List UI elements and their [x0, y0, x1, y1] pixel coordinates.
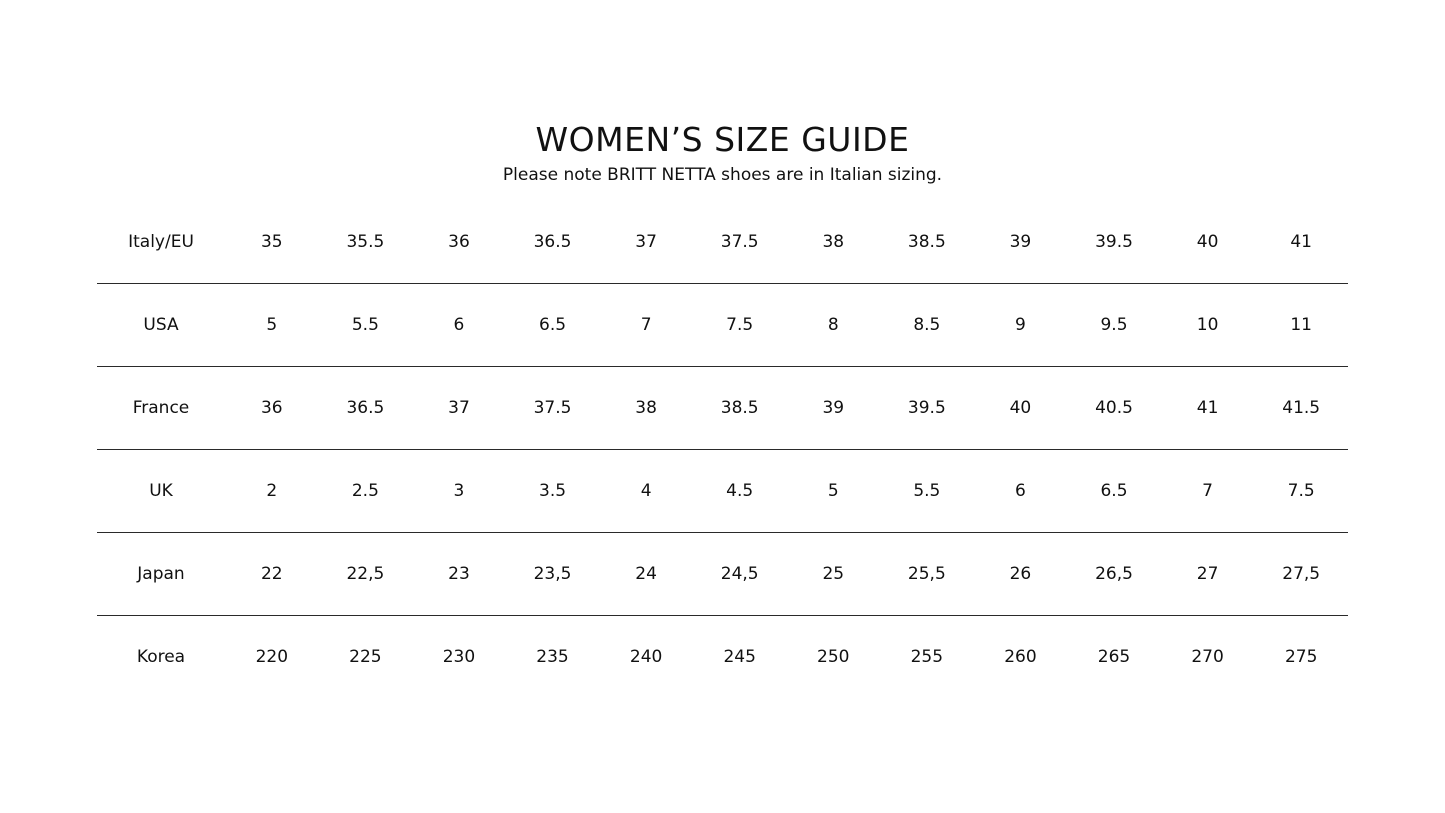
- size-cell: 36.5: [319, 367, 413, 450]
- size-cell: 3: [412, 450, 506, 533]
- row-label: UK: [97, 450, 225, 533]
- size-cell: 230: [412, 616, 506, 699]
- size-cell: 2: [225, 450, 319, 533]
- size-cell: 39.5: [1095, 232, 1133, 252]
- size-cell: 5.5: [880, 450, 974, 533]
- size-cell: 6: [412, 284, 506, 367]
- table-row: [97, 616, 1348, 699]
- size-cell: 39: [1009, 232, 1032, 252]
- size-cell: 35: [260, 232, 283, 252]
- size-cell: 27,5: [1254, 533, 1348, 616]
- size-cell: 41: [1290, 232, 1312, 252]
- size-cell: 22,5: [319, 533, 413, 616]
- size-cell: 5: [786, 450, 880, 533]
- size-cell: 40: [974, 367, 1068, 450]
- size-cell: 36: [225, 367, 319, 450]
- size-cell: 11: [1254, 284, 1348, 367]
- size-cell: 35.5: [346, 232, 385, 252]
- size-cell: 22: [225, 533, 319, 616]
- size-cell: 26,5: [1067, 533, 1161, 616]
- size-cell: 24: [599, 533, 693, 616]
- size-cell: 5: [225, 284, 319, 367]
- size-cell: 25: [786, 533, 880, 616]
- size-cell: 26: [974, 533, 1068, 616]
- size-cell: 235: [506, 616, 600, 699]
- size-cell: 6.5: [506, 284, 600, 367]
- size-table-body: [97, 201, 1348, 698]
- page-header: [0, 120, 1445, 186]
- size-cell: 40.5: [1067, 367, 1161, 450]
- size-cell: 8: [786, 284, 880, 367]
- size-cell: 265: [1067, 616, 1161, 699]
- table-row: [97, 284, 1348, 367]
- size-cell: 6.5: [1067, 450, 1161, 533]
- size-cell: 7: [1161, 450, 1255, 533]
- size-cell: 37: [635, 232, 657, 252]
- size-cell: 275: [1254, 616, 1348, 699]
- size-cell: 4: [599, 450, 693, 533]
- size-cell: 245: [693, 616, 787, 699]
- size-cell: 39: [786, 367, 880, 450]
- size-cell: 10: [1161, 284, 1255, 367]
- size-cell: 9.5: [1067, 284, 1161, 367]
- size-cell: 7: [599, 284, 693, 367]
- size-cell: 7.5: [693, 284, 787, 367]
- size-cell: 240: [599, 616, 693, 699]
- size-cell: 41: [1161, 367, 1255, 450]
- page-subtitle: Please note BRITT NETTA shoes are in Italian sizing.: [502, 165, 943, 185]
- size-guide-table: [97, 201, 1348, 698]
- size-cell: 39.5: [880, 367, 974, 450]
- size-cell: 38: [599, 367, 693, 450]
- size-cell: 37.5: [720, 232, 759, 252]
- size-cell: 38.5: [693, 367, 787, 450]
- table-row: [97, 533, 1348, 616]
- size-cell: 24,5: [693, 533, 787, 616]
- page-title: WOMEN’S SIZE GUIDE: [535, 120, 910, 159]
- size-cell: 8.5: [880, 284, 974, 367]
- table-row: [97, 201, 1348, 284]
- size-cell: 23,5: [506, 533, 600, 616]
- size-cell: 36.5: [533, 232, 572, 252]
- size-cell: 27: [1161, 533, 1255, 616]
- table-row: [97, 367, 1348, 450]
- size-cell: 38: [822, 232, 845, 252]
- size-cell: 250: [786, 616, 880, 699]
- size-cell: 41.5: [1254, 367, 1348, 450]
- table-row: [97, 450, 1348, 533]
- size-cell: 23: [412, 533, 506, 616]
- row-label: Japan: [97, 533, 225, 616]
- size-cell: 3.5: [506, 450, 600, 533]
- size-cell: 260: [974, 616, 1068, 699]
- row-label: Korea: [97, 616, 225, 699]
- size-cell: 4.5: [693, 450, 787, 533]
- size-cell: 220: [225, 616, 319, 699]
- size-cell: 6: [974, 450, 1068, 533]
- size-cell: 40: [1196, 232, 1219, 252]
- size-cell: 9: [974, 284, 1068, 367]
- size-cell: 2.5: [319, 450, 413, 533]
- size-cell: 38.5: [907, 232, 946, 252]
- size-cell: 7.5: [1254, 450, 1348, 533]
- size-cell: 37: [412, 367, 506, 450]
- row-label: Italy/EU: [128, 232, 194, 252]
- size-cell: 270: [1161, 616, 1255, 699]
- row-label: France: [97, 367, 225, 450]
- size-cell: 255: [880, 616, 974, 699]
- row-label: USA: [97, 284, 225, 367]
- size-cell: 37.5: [506, 367, 600, 450]
- size-cell: 36: [448, 232, 470, 252]
- size-cell: 5.5: [319, 284, 413, 367]
- size-cell: 25,5: [880, 533, 974, 616]
- size-cell: 225: [319, 616, 413, 699]
